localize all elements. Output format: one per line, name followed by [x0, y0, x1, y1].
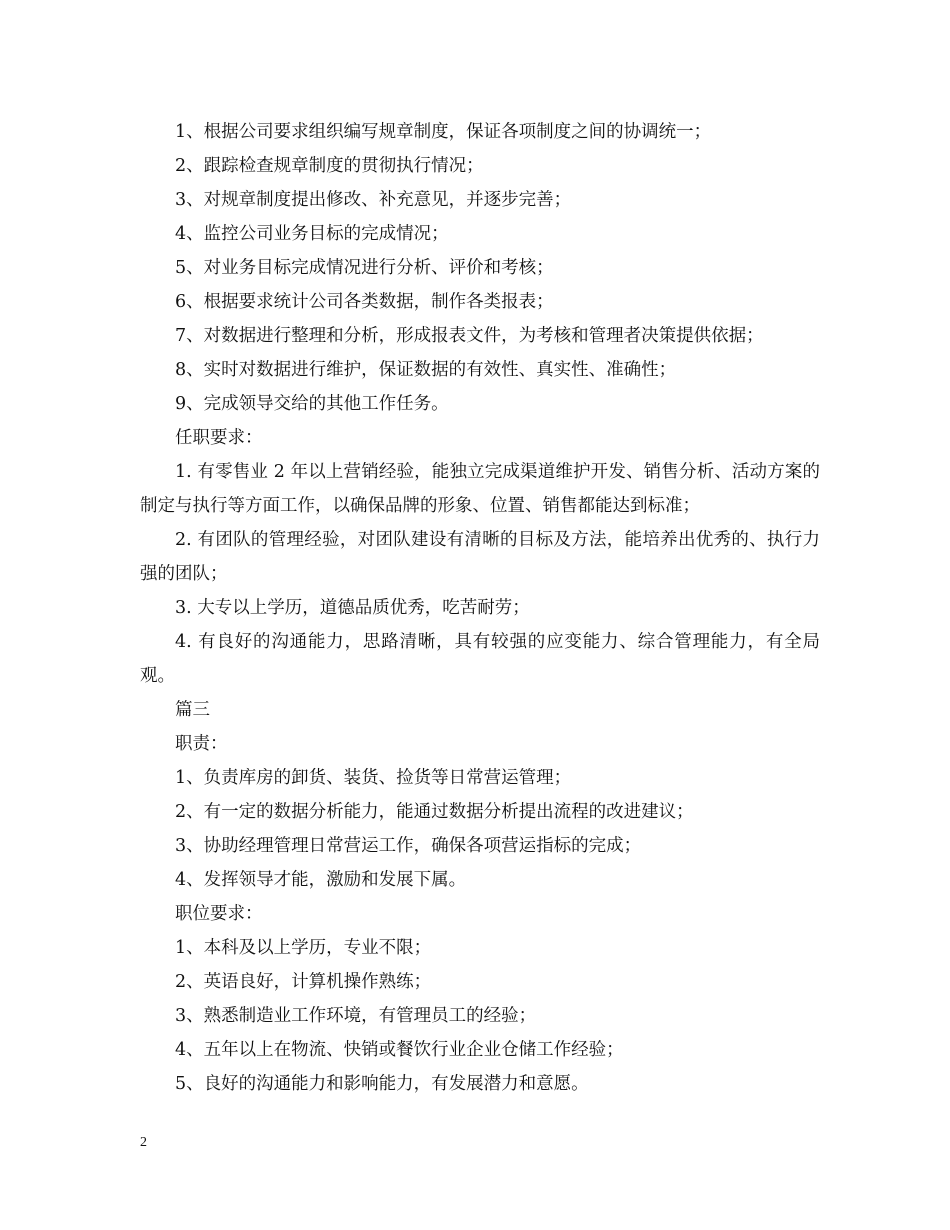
- section-title: 篇三: [175, 700, 210, 720]
- requirements-heading: 任职要求：: [175, 428, 263, 448]
- requirement-item: 3. 大专以上学历，道德品质优秀，吃苦耐劳；: [175, 598, 530, 618]
- duty-item: 2、跟踪检查规章制度的贯彻执行情况；: [175, 156, 484, 176]
- position-requirement-item: 5、良好的沟通能力和影响能力，有发展潜力和意愿。: [175, 1074, 589, 1094]
- document-body: [140, 115, 820, 1101]
- duty-item: 6、根据要求统计公司各类数据，制作各类报表；: [175, 292, 554, 312]
- duty-item: 9、完成领导交给的其他工作任务。: [175, 394, 449, 414]
- position-requirements-heading: 职位要求：: [175, 904, 263, 924]
- position-requirement-item: 2、英语良好，计算机操作熟练；: [175, 972, 432, 992]
- duty-item: 8、实时对数据进行维护，保证数据的有效性、真实性、准确性；: [175, 360, 677, 380]
- duty-item: 4、发挥领导才能，激励和发展下属。: [175, 870, 467, 890]
- requirement-item: 1. 有零售业 2 年以上营销经验，能独立完成渠道维护开发、销售分析、活动方案的制定与执行等方面工作，以确保品牌的形象、位置、销售都能达到标准；: [140, 462, 820, 516]
- position-requirement-item: 3、熟悉制造业工作环境，有管理员工的经验；: [175, 1006, 537, 1026]
- position-requirement-item: 1、本科及以上学历，专业不限；: [175, 938, 432, 958]
- duty-item: 7、对数据进行整理和分析，形成报表文件，为考核和管理者决策提供依据；: [175, 326, 764, 346]
- requirement-item: 2. 有团队的管理经验，对团队建设有清晰的目标及方法，能培养出优秀的、执行力强的团队；: [140, 530, 820, 584]
- duty-item: 4、监控公司业务目标的完成情况；: [175, 224, 449, 244]
- requirement-item: 4. 有良好的沟通能力，思路清晰，具有较强的应变能力、综合管理能力，有全局观。: [140, 632, 820, 686]
- duty-item: 3、对规章制度提出修改、补充意见，并逐步完善；: [175, 190, 572, 210]
- duty-item: 1、根据公司要求组织编写规章制度，保证各项制度之间的协调统一；: [175, 122, 712, 142]
- position-requirement-item: 4、五年以上在物流、快销或餐饮行业企业仓储工作经验；: [175, 1040, 624, 1060]
- duty-item: 3、协助经理管理日常营运工作，确保各项营运指标的完成；: [175, 836, 642, 856]
- page-number: 2: [140, 1135, 147, 1150]
- duties-heading: 职责：: [175, 734, 228, 754]
- duty-item: 1、负责库房的卸货、装货、捡货等日常营运管理；: [175, 768, 572, 788]
- duty-item: 2、有一定的数据分析能力，能通过数据分析提出流程的改进建议；: [175, 802, 694, 822]
- duty-item: 5、对业务目标完成情况进行分析、评价和考核；: [175, 258, 554, 278]
